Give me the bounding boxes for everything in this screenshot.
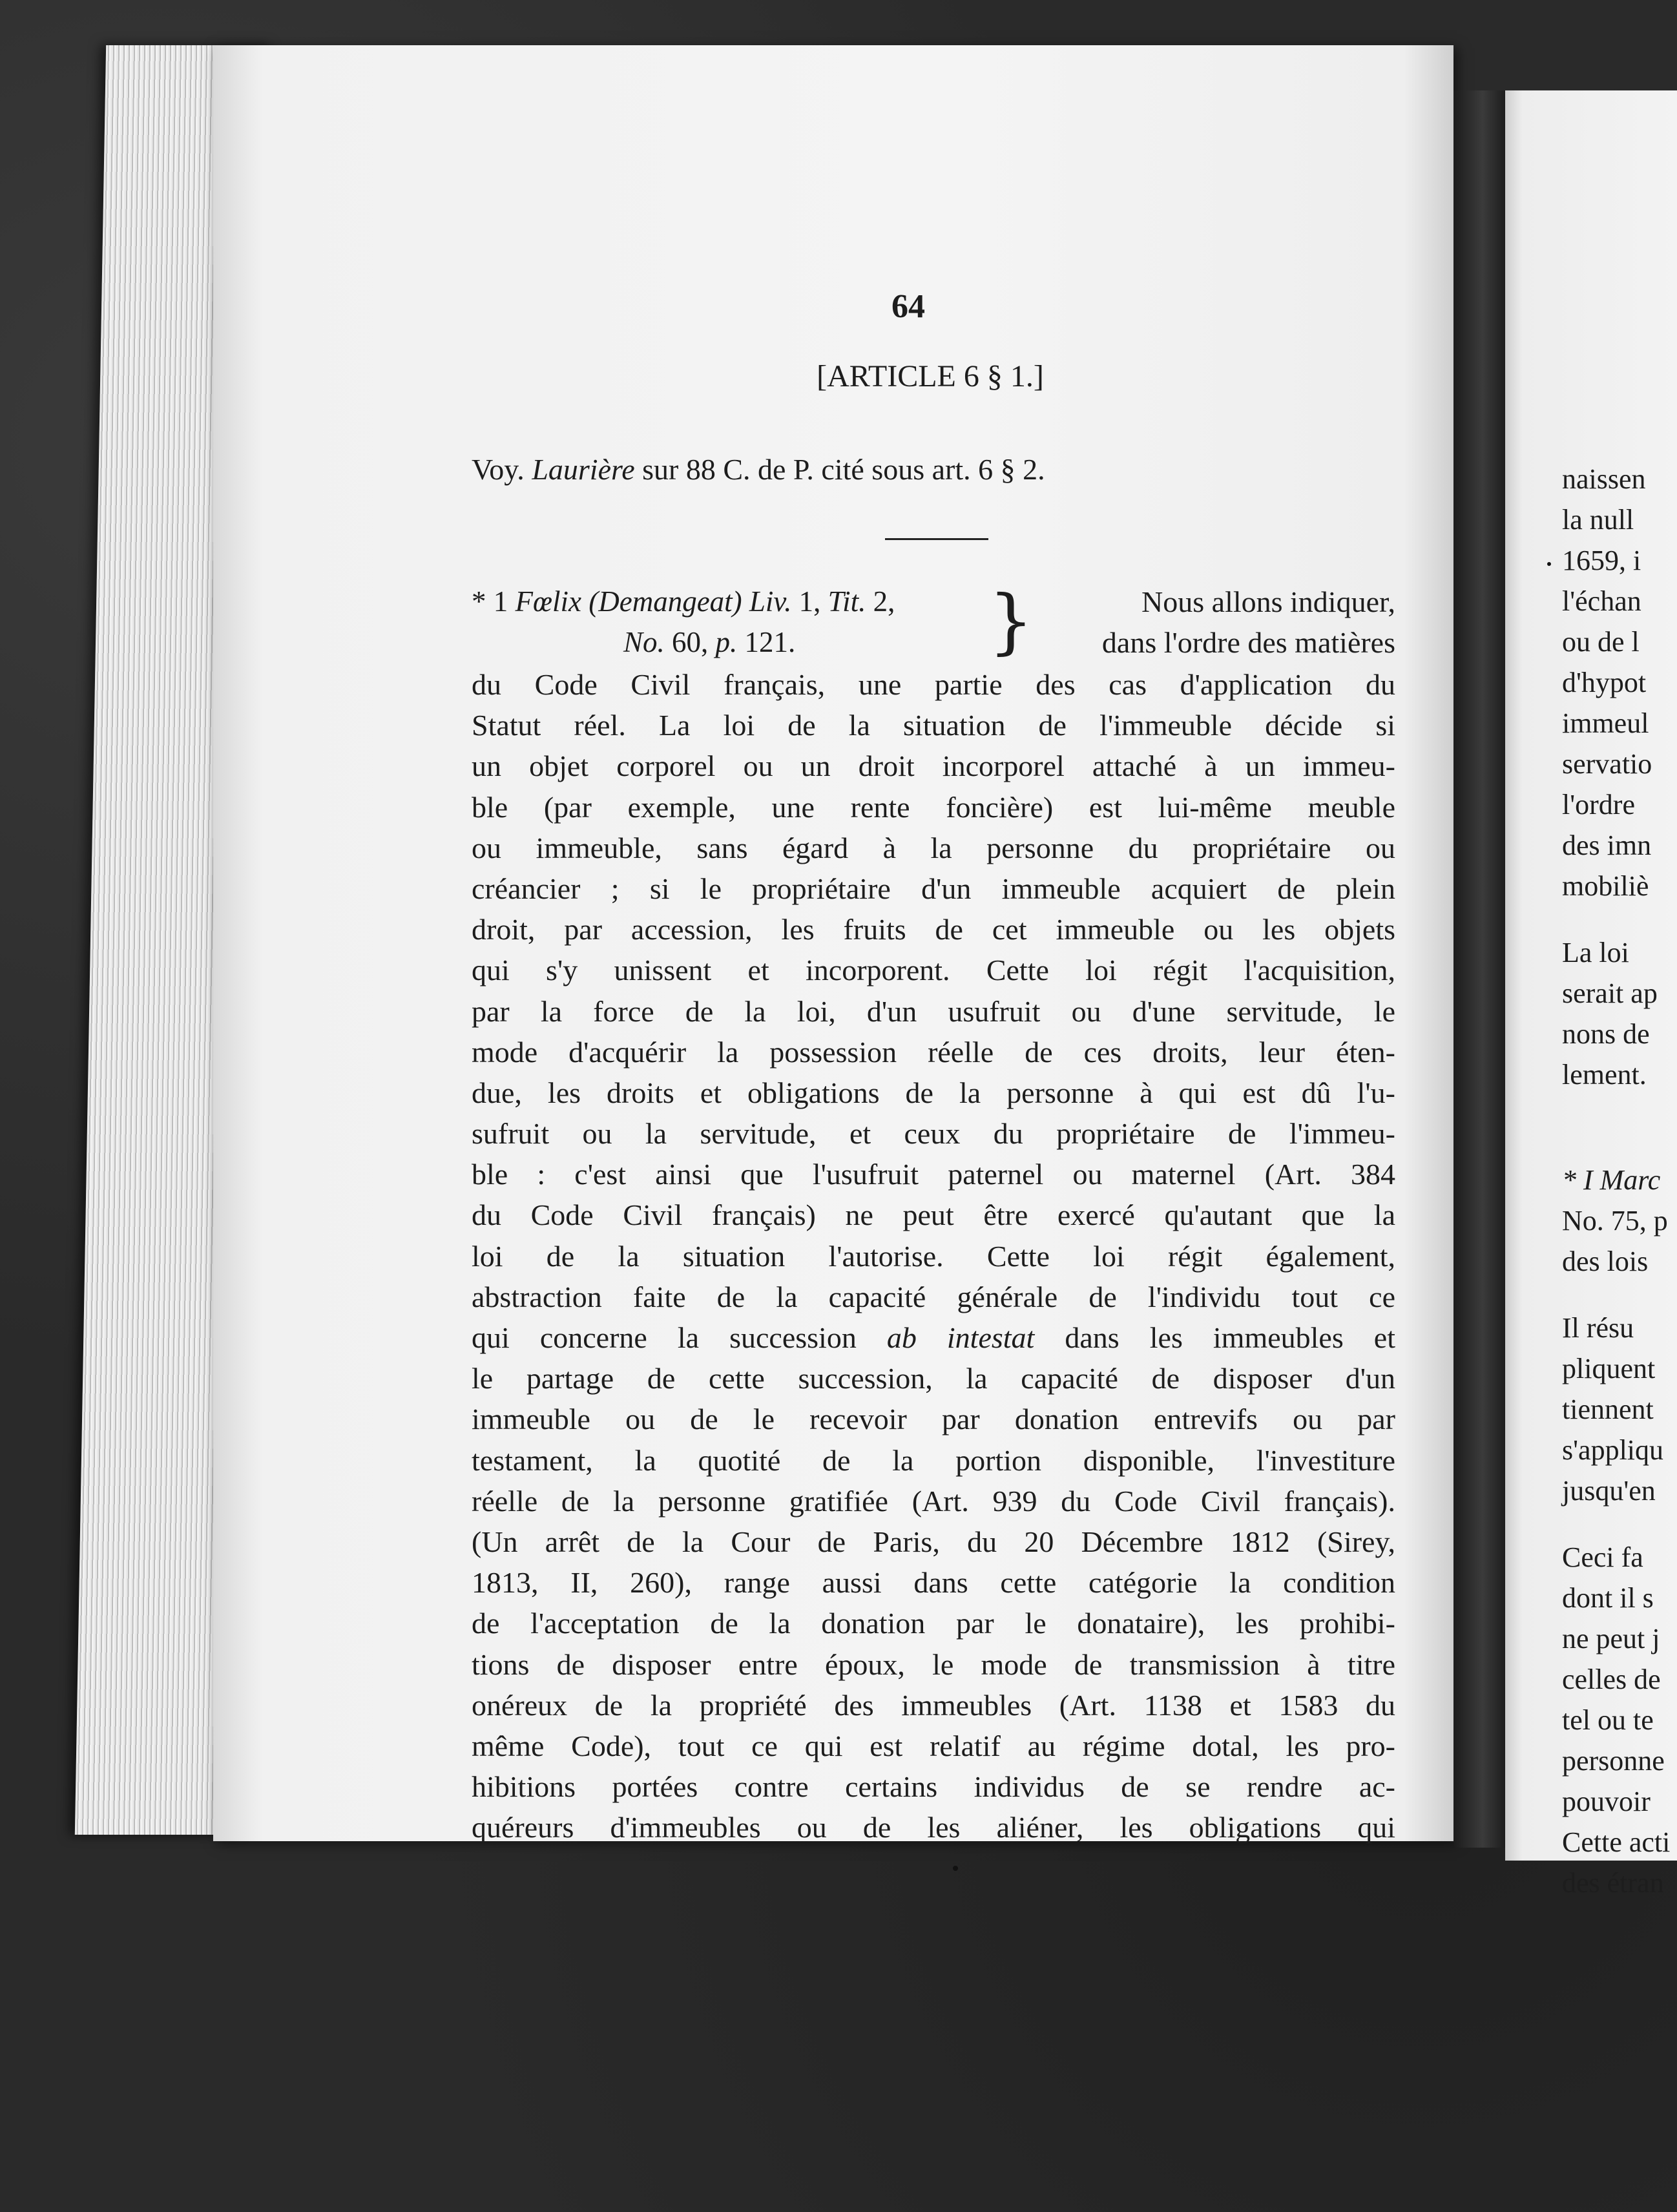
- footnote-author: Fœlix: [515, 585, 581, 618]
- body-line: (Un arrêt de la Cour de Paris, du 20 Décembre 1812 (Sirey,: [472, 1525, 1395, 1558]
- print-speck: [953, 1866, 958, 1871]
- right-page-line: naissen: [1562, 463, 1646, 495]
- body-line: abstraction faite de la capacité générale de l'individu tout ce: [472, 1280, 1395, 1313]
- right-page-line: nons de: [1562, 1018, 1650, 1050]
- curly-brace: }: [988, 579, 1034, 662]
- body-line: 1813, II, 260), range aussi dans cette catégorie la condition: [472, 1566, 1395, 1600]
- body-line: Statut réel. La loi de la situation de l'immeuble décide si: [472, 709, 1395, 742]
- right-page-line: jusqu'en: [1562, 1475, 1656, 1507]
- voy-prefix: Voy.: [472, 453, 525, 486]
- body-line: ou immeuble, sans égard à la personne du propriétaire ou: [472, 831, 1395, 864]
- body-line: de l'acceptation de la donation par le donataire), les prohibi-: [472, 1607, 1395, 1640]
- footnote-editor: (Demangeat): [589, 585, 742, 618]
- right-page-line: des étran: [1562, 1867, 1664, 1899]
- right-page-gap: [1562, 1511, 1677, 1537]
- right-page-line: l'échan: [1562, 585, 1641, 617]
- right-page-line: la null: [1562, 504, 1634, 536]
- footnote-liv-num: 1,: [798, 585, 821, 618]
- page-number: 64: [891, 288, 925, 325]
- right-page-line: Ceci fa: [1562, 1541, 1643, 1573]
- voy-rest: sur 88 C. de P. cité sous art. 6 § 2.: [642, 453, 1045, 486]
- separator-rule: [885, 538, 988, 540]
- footnote-citation-line2: [472, 622, 982, 663]
- right-page-line: des lois: [1562, 1246, 1649, 1277]
- print-speck: [1547, 562, 1551, 566]
- footnote-p-num: 121.: [744, 626, 796, 658]
- article-heading: [ARTICLE 6 § 1.]: [817, 359, 1044, 393]
- book-gutter: [1453, 90, 1512, 1848]
- body-line: qui s'y unissent et incorporent. Cette loi régit l'acquisition,: [472, 954, 1395, 987]
- right-page-gap: [1562, 1282, 1677, 1308]
- body-text: [472, 664, 1395, 1848]
- footnote-no: No.: [623, 626, 665, 658]
- body-line: loi de la situation l'autorise. Cette loi régit également,: [472, 1239, 1395, 1273]
- footnote-tit: Tit.: [828, 585, 866, 618]
- right-page-line: des imn: [1562, 830, 1652, 861]
- body-line: quéreurs d'immeubles ou de les aliéner, les obligations qui: [472, 1811, 1395, 1844]
- body-line: due, les droits et obligations de la personne à qui est dû l'u-: [472, 1076, 1395, 1109]
- right-page-line: mobiliè: [1562, 870, 1649, 902]
- body-line: du Code Civil français) ne peut être exercé qu'autant que la: [472, 1198, 1395, 1232]
- body-line: même Code), tout ce qui est relatif au régime dotal, les pro-: [472, 1729, 1395, 1762]
- right-page-text: [1562, 459, 1677, 1903]
- body-line: réelle de la personne gratifiée (Art. 939 du Code Civil français).: [472, 1484, 1395, 1518]
- body-line: qui concerne la succession ab intestat dans les immeubles et: [472, 1321, 1395, 1354]
- right-page-line: l'ordre: [1562, 789, 1635, 820]
- right-page-note-ref: [1562, 1160, 1677, 1200]
- right-page-line: ou de l: [1562, 626, 1640, 658]
- right-page-line: tel ou te: [1562, 1704, 1654, 1736]
- voy-reference: [472, 452, 1279, 486]
- body-line: ble (par exemple, une rente foncière) est lui-même meuble: [472, 790, 1395, 824]
- right-page-line: immeul: [1562, 707, 1649, 739]
- body-line: mode d'acquérir la possession réelle de ces droits, leur éten-: [472, 1035, 1395, 1069]
- right-page-line: pliquent: [1562, 1353, 1656, 1384]
- footnote-marker: * 1: [472, 585, 508, 618]
- right-page-line: serait ap: [1562, 977, 1658, 1009]
- body-line: immeuble ou de le recevoir par donation entrevifs ou par: [472, 1403, 1395, 1436]
- body-line: du Code Civil français, une partie des cas d'application du: [472, 668, 1395, 701]
- right-page-line: ne peut j: [1562, 1623, 1660, 1654]
- body-line: par la force de la loi, d'un usufruit ou d'une servitude, le: [472, 994, 1395, 1028]
- right-page-line: servatio: [1562, 748, 1652, 780]
- body-line: hibitions portées contre certains individus de se rendre ac-: [472, 1770, 1395, 1804]
- right-page-line: Il résu: [1562, 1312, 1634, 1344]
- right-page-gap: [1562, 906, 1677, 932]
- body-line: droit, par accession, les fruits de cet immeuble ou les objets: [472, 913, 1395, 946]
- right-page-line: 1659, i: [1562, 545, 1641, 576]
- footnote-intro: [1021, 581, 1395, 663]
- body-line: ble : c'est ainsi que l'usufruit paternel ou maternel (Art. 384: [472, 1158, 1395, 1191]
- right-page-line: dont il s: [1562, 1582, 1654, 1614]
- footnote-tit-num: 2,: [873, 585, 895, 618]
- right-page-line: celles de: [1562, 1664, 1661, 1695]
- body-line: un objet corporel ou un droit incorporel attaché à un immeu-: [472, 749, 1395, 783]
- right-page-note-ref2: No. 75, p: [1562, 1205, 1668, 1236]
- voy-author: Laurière: [532, 453, 635, 486]
- body-line: le partage de cette succession, la capacité de disposer d'un: [472, 1362, 1395, 1395]
- right-page-line: personne: [1562, 1745, 1665, 1777]
- footnote-header: [472, 581, 1395, 665]
- right-page-line: Cette acti: [1562, 1826, 1671, 1858]
- body-line: tions de disposer entre époux, le mode de transmission à titre: [472, 1647, 1395, 1681]
- body-line: testament, la quotité de la portion disponible, l'investiture: [472, 1443, 1395, 1477]
- footnote-p: p.: [715, 626, 738, 658]
- body-line: onéreux de la propriété des immeubles (Art. 1138 et 1583 du: [472, 1688, 1395, 1722]
- right-page-note-ref-text: * I Marc: [1562, 1164, 1661, 1196]
- body-line: sufruit ou la servitude, et ceux du propriétaire de l'immeu-: [472, 1117, 1395, 1151]
- footnote-intro-line1: Nous allons indiquer,: [1141, 585, 1395, 618]
- footnote-liv: Liv.: [749, 585, 792, 618]
- right-page-gap: [1562, 1095, 1677, 1160]
- right-page-line: tiennent: [1562, 1393, 1654, 1425]
- right-page-line: pouvoir: [1562, 1786, 1651, 1817]
- right-page-line: d'hypot: [1562, 667, 1647, 698]
- footnote-intro-line2: dans l'ordre des matières: [1101, 626, 1395, 659]
- body-line: créancier ; si le propriétaire d'un immeuble acquiert de plein: [472, 871, 1395, 905]
- footnote-no-num: 60,: [672, 626, 709, 658]
- right-page-line: lement.: [1562, 1059, 1647, 1090]
- footnote-citation: [472, 581, 982, 663]
- right-page-line: La loi: [1562, 937, 1629, 968]
- right-page-line: s'appliqu: [1562, 1434, 1664, 1466]
